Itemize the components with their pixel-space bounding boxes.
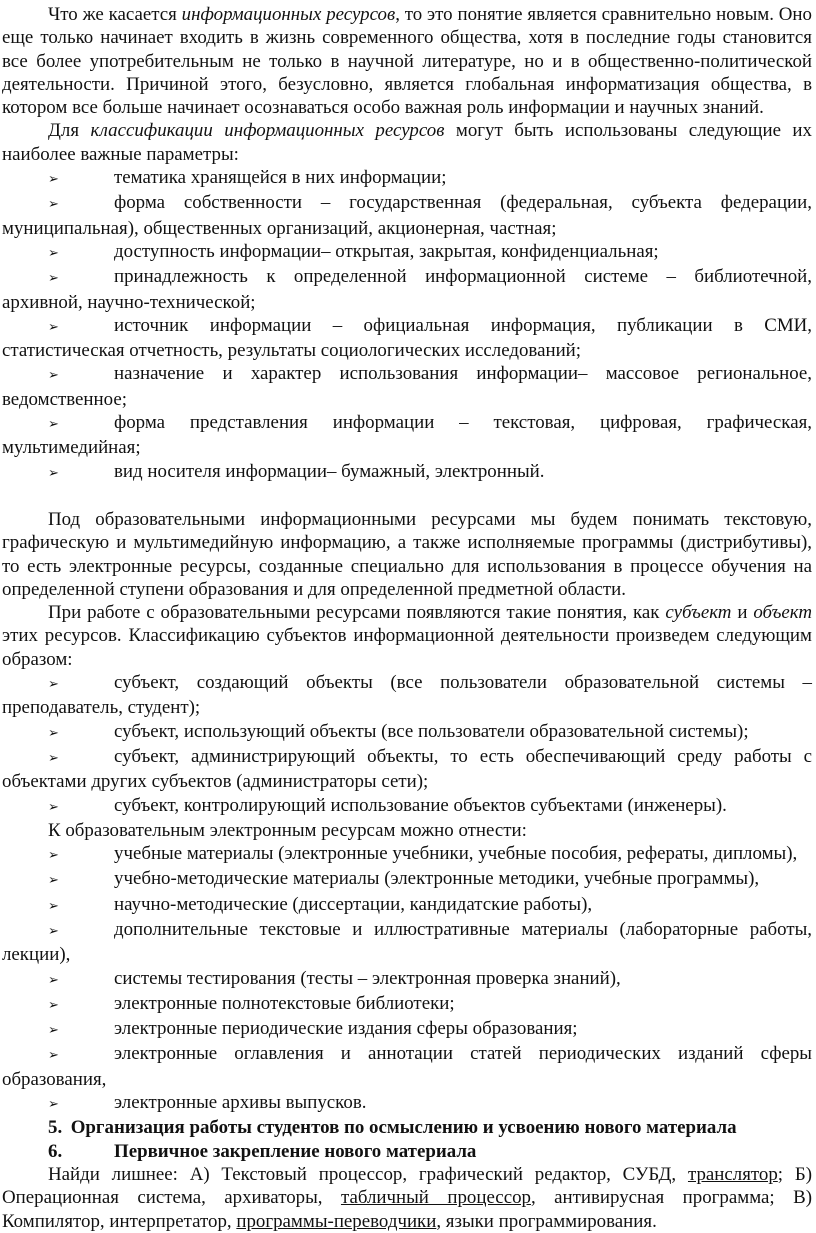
arrow-bullet-icon: ➢ [48, 898, 59, 914]
section-title: Организация работы студентов по осмыслению и усвоению нового материала [70, 1117, 737, 1139]
list-item: ➢ форма представления информации – текстовая, цифровая, графическая, мультимедийная; [2, 412, 812, 459]
arrow-bullet-icon: ➢ [48, 245, 59, 261]
arrow-bullet-icon: ➢ [48, 848, 59, 864]
task-paragraph: Найди лишнее: А) Текстовый процессор, графический редактор, СУБД, транслятор; Б) Операционная система, архиваторы, табличный процессор, антивирусная программа; В) Компилятор, интерпретатор, программы-переводчики, языки программирования. [2, 1163, 812, 1232]
underlined-answer: транслятор [687, 1163, 778, 1185]
text-run: Что же касается [48, 4, 182, 25]
text-run: , то это понятие является сравнительно новым. Оно еще только начинает входить в жизнь современного общества, хотя в последние годы становится все более употребительным не только в научной литературе, но и в общественно-политической деятельности. Причиной этого, безусловно, является глобальная информатизация общества, в котором все больше начинает осознаваться особо важная роль информации и научных знаний. [2, 4, 812, 119]
arrow-bullet-icon: ➢ [48, 319, 59, 335]
underlined-answer: табличный процессор [340, 1187, 531, 1209]
arrow-bullet-icon: ➢ [48, 172, 59, 188]
list-item: ➢ электронные оглавления и аннотации статей периодических изданий сферы образования, [2, 1043, 812, 1090]
arrow-bullet-icon: ➢ [48, 1048, 59, 1064]
list-item: ➢ субъект, администрирующий объекты, то есть обеспечивающий среду работы с объектами других субъектов (администраторы сети); [2, 745, 812, 793]
arrow-bullet-icon: ➢ [48, 972, 59, 988]
text-run: могут быть использованы следующие их наиболее важные параметры: [2, 120, 812, 165]
list-item: ➢ электронные периодические издания сферы образования; [2, 1017, 812, 1042]
term-subject: субъект [665, 602, 732, 624]
arrow-bullet-icon: ➢ [48, 677, 59, 693]
list-item: ➢ принадлежность к определенной информационной системе – библиотечной, архивной, научно-технической; [2, 266, 812, 313]
edu-resources-paragraph: Под образовательными информационными ресурсами мы будем понимать текстовую, графическую и мультимедийную информацию, а также исполняемые программы (дистрибутивы), то есть электронные ресурсы, созданные специально для использования в процессе обучения на определенной ступени образования и для определенной предметной области. [2, 508, 812, 600]
arrow-bullet-icon: ➢ [48, 368, 59, 384]
underlined-answer: программы-переводчики [236, 1210, 437, 1232]
list-item: ➢ вид носителя информации– бумажный, электронный. [2, 460, 812, 485]
subject-object-paragraph: При работе с образовательными ресурсами появляются такие понятия, как субъект и объект этих ресурсов. Классификацию субъектов информационной деятельности произведем следующим образом: [2, 602, 812, 670]
list-item: ➢ электронные архивы выпусков. [2, 1091, 812, 1116]
arrow-bullet-icon: ➢ [48, 1097, 59, 1113]
arrow-bullet-icon: ➢ [48, 750, 59, 766]
list-item: ➢ субъект, создающий объекты (все пользователи образовательной системы – преподаватель, студент); [2, 672, 812, 719]
list-item: ➢ доступность информации– открытая, закрытая, конфиденциальная; [2, 240, 812, 265]
arrow-bullet-icon: ➢ [48, 271, 59, 287]
list-item: ➢ научно-методические (диссертации, кандидатские работы), [2, 893, 812, 918]
parameters-list [2, 166, 812, 485]
resources-list [2, 842, 812, 1116]
arrow-bullet-icon: ➢ [48, 465, 59, 481]
arrow-bullet-icon: ➢ [48, 197, 59, 213]
arrow-bullet-icon: ➢ [48, 725, 59, 741]
list-item: ➢ источник информации – официальная информация, публикации в СМИ, статистическая отчетность, результаты социологических исследований; [2, 314, 812, 362]
list-item: ➢ тематика хранящейся в них информации; [2, 166, 812, 191]
section-6-heading [2, 1140, 812, 1163]
list-item: ➢ электронные полнотекстовые библиотеки; [2, 992, 812, 1017]
list-item: ➢ дополнительные текстовые и иллюстративные материалы (лабораторные работы, лекции), [2, 918, 812, 966]
arrow-bullet-icon: ➢ [48, 997, 59, 1013]
arrow-bullet-icon: ➢ [48, 1023, 59, 1039]
resources-intro: К образовательным электронным ресурсам можно отнести: [48, 819, 527, 841]
term-information-resources: информационных ресурсов [181, 4, 396, 25]
term-object: объект [753, 602, 812, 624]
blank-line [2, 485, 812, 508]
arrow-bullet-icon: ➢ [48, 873, 59, 889]
subjects-list [2, 671, 812, 819]
section-number: 6. [48, 1140, 63, 1162]
section-number: 5. [48, 1117, 63, 1139]
list-item: ➢ учебно-методические материалы (электронные методики, учебные программы), [2, 867, 812, 892]
list-item: ➢ субъект, использующий объекты (все пользователи образовательной системы); [2, 720, 812, 745]
arrow-bullet-icon: ➢ [48, 799, 59, 815]
list-item: ➢ учебные материалы (электронные учебники, учебные пособия, рефераты, дипломы), [2, 842, 812, 867]
text-run: Для [48, 120, 91, 142]
list-item: ➢ субъект, контролирующий использование объектов субъектами (инженеры). [2, 794, 812, 819]
list-item: ➢ системы тестирования (тесты – электронная проверка знаний), [2, 967, 812, 992]
list-item: ➢ форма собственности – государственная (федеральная, субъекта федерации, муниципальная), общественных организаций, акционерная, частная; [2, 192, 812, 239]
term-classification: классификации информационных ресурсов [90, 120, 445, 142]
list-item: ➢ назначение и характер использования информации– массовое региональное, ведомственное; [2, 363, 812, 410]
intro-paragraph-1 [2, 3, 812, 119]
section-title: Первичное закрепление нового материала [114, 1140, 477, 1162]
arrow-bullet-icon: ➢ [48, 417, 59, 433]
section-5-heading [2, 1116, 812, 1139]
intro-paragraph-2 [2, 119, 812, 166]
arrow-bullet-icon: ➢ [48, 923, 59, 939]
